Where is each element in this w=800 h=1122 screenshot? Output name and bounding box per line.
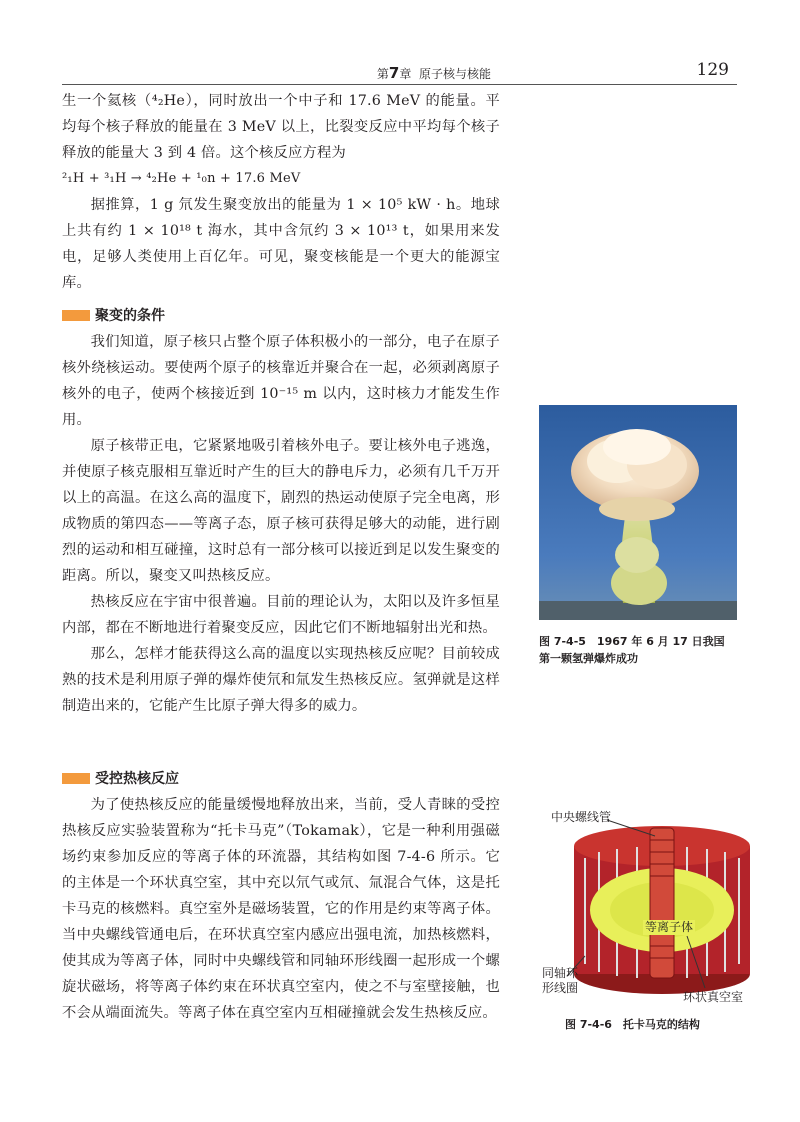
section-heading-controlled-fusion bbox=[62, 768, 179, 788]
label-vacuum-chamber: 环状真空室 bbox=[683, 990, 744, 1004]
section2-paragraph-1: 为了使热核反应的能量缓慢地释放出来，当前，受人青睐的受控热核反应实验装置称为“托卡马克”（Tokamak），它是一种利用强磁场约束参加反应的等离子体的环流器，其结构如图 7-4-6 所示。它的主体是一个环状真空室，其中充以氘气或氘、氚混合气体，这是托卡马克的核燃料。真空室外是磁场装置，它的作用是约束等离子体。当中央螺线管通电后，在环状真空室内感应出强电流，加热核燃料，使其成为等离子体，同时中央螺线管和同轴环形线圈一起形成一个螺旋状磁场，将等离子体约束在环状真空室内，使之不与室壁接触，也不会从端面流失。等离子体在真空室内互相碰撞就会发生热核反应。 bbox=[62, 797, 500, 1021]
chapter-label bbox=[377, 64, 491, 82]
figure-7-4-5-caption bbox=[539, 633, 749, 667]
section1-paragraph-2: 原子核带正电，它紧紧地吸引着核外电子。要让核外电子逃逸，并使原子核克服相互靠近时产生的巨大的静电斥力，必须有几千万开以上的高温。在这么高的温度下，剧烈的热运动使原子完全电离，形成物质的第四态——等离子态，原子核可获得足够大的动能，进行剧烈的运动和相互碰撞，这时总有一部分核可以接近到足以发生聚变的距离。所以，聚变又叫热核反应。 bbox=[62, 438, 500, 584]
label-coaxial-coil bbox=[542, 966, 578, 996]
heading-marker bbox=[62, 773, 90, 784]
figure-7-4-6-caption: 图 7-4-6 托卡马克的结构 bbox=[565, 1018, 700, 1031]
intro-paragraph-2: 据推算，1 g 氘发生聚变放出的能量为 1 × 10⁵ kW · h。地球上共有约 1 × 10¹⁸ t 海水，其中含氘约 3 × 10¹³ t，如果用来发电，足够人类使用上百亿年。可见，聚变核能是一个更大的能源宝库。 bbox=[62, 197, 500, 291]
label-line: 形线圈 bbox=[542, 981, 579, 995]
section1-paragraph-3: 热核反应在宇宙中很普遍。目前的理论认为，太阳以及许多恒星内部，都在不断地进行着聚变反应，因此它们不断地辐射出光和热。 bbox=[62, 594, 500, 636]
hydrogen-bomb-photo bbox=[539, 405, 737, 620]
label-line: 同轴环 bbox=[542, 966, 579, 980]
section-heading-fusion-conditions bbox=[62, 305, 165, 325]
label-central-solenoid: 中央螺线管 bbox=[551, 810, 612, 824]
caption-line: 图 7-4-5 1967 年 6 月 17 日我国 bbox=[539, 635, 725, 648]
section-heading-text: 聚变的条件 bbox=[95, 308, 165, 324]
intro-text bbox=[62, 88, 500, 296]
section2-text bbox=[62, 792, 500, 1026]
running-header bbox=[62, 58, 737, 85]
section1-paragraph-4: 那么，怎样才能获得这么高的温度以实现热核反应呢？目前较成熟的技术是利用原子弹的爆炸使氘和氚发生热核反应。氢弹就是这样制造出来的，它能产生比原子弹大得多的威力。 bbox=[62, 646, 500, 714]
chapter-number: 7 bbox=[388, 64, 400, 82]
section1-text bbox=[62, 329, 500, 719]
page-number: 129 bbox=[696, 60, 729, 80]
section-heading-text: 受控热核反应 bbox=[95, 771, 179, 787]
chapter-title: 原子核与核能 bbox=[418, 67, 491, 81]
chapter-suffix: 章 bbox=[399, 67, 412, 81]
heading-marker bbox=[62, 310, 90, 321]
section1-paragraph-1: 我们知道，原子核只占整个原子体积极小的一部分，电子在原子核外绕核运动。要使两个原子的核靠近并聚合在一起，必须剥离原子核外的电子，使两个核接近到 10⁻¹⁵ m 以内，这时核力才能发生作用。 bbox=[62, 334, 500, 428]
chapter-prefix: 第 bbox=[376, 67, 389, 81]
intro-paragraph-1: 生一个氦核（⁴₂He），同时放出一个中子和 17.6 MeV 的能量。平均每个核子释放的能量在 3 MeV 以上，比裂变反应中平均每个核子释放的能量大 3 到 4 倍。这个核反应方程为 bbox=[62, 93, 500, 161]
fusion-equation: ²₁H + ³₁H → ⁴₂He + ¹₀n + 17.6 MeV bbox=[62, 171, 301, 186]
label-plasma: 等离子体 bbox=[645, 920, 694, 934]
caption-line: 第一颗氢弹爆炸成功 bbox=[539, 652, 638, 665]
